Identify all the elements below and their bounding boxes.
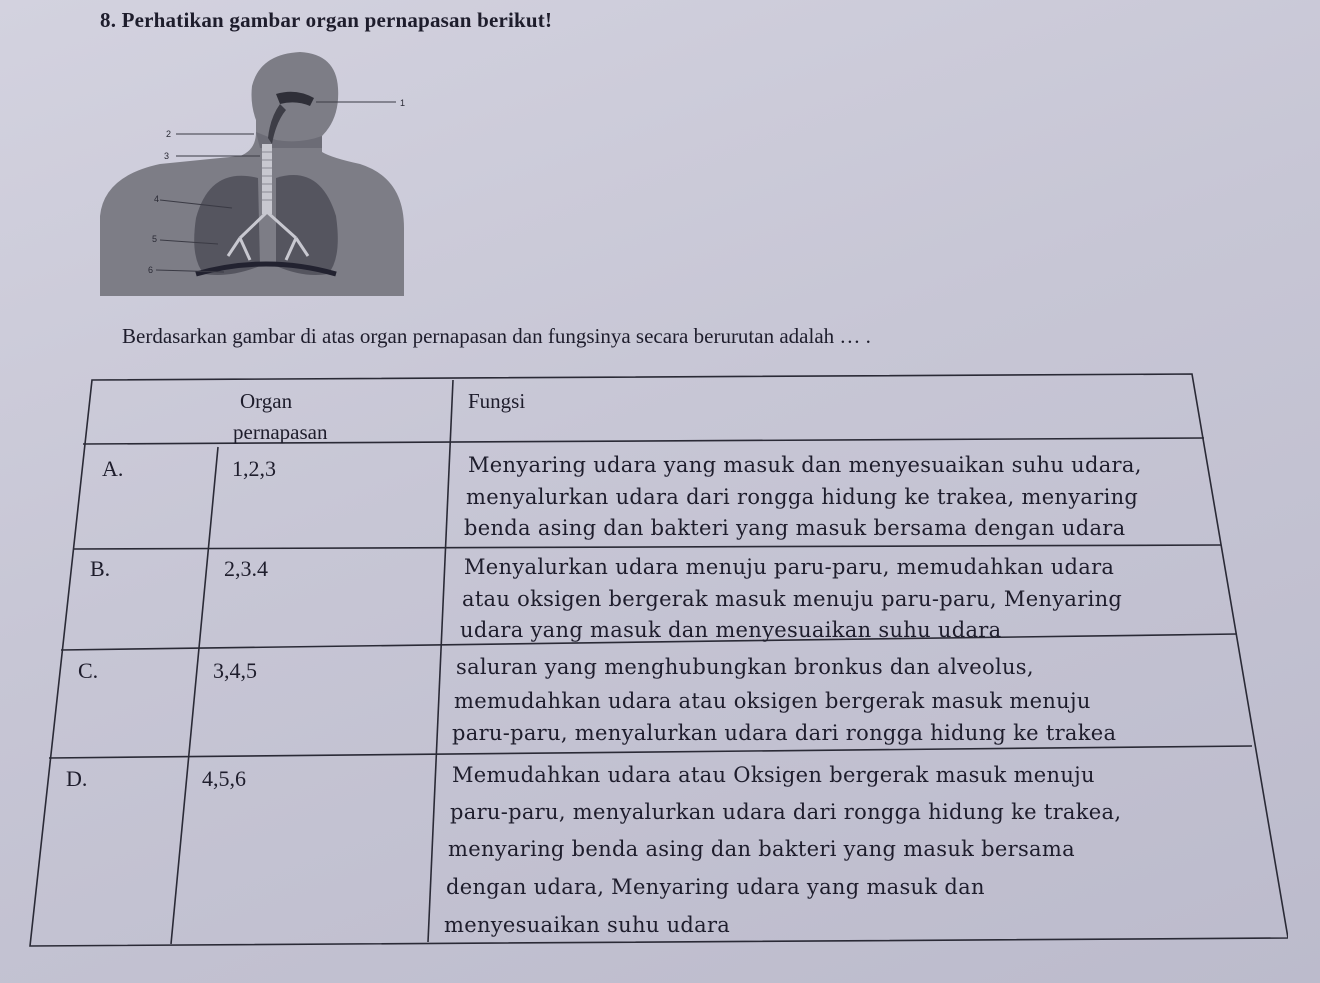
question-title: 8. Perhatikan gambar organ pernapasan berikut! — [100, 8, 553, 32]
respiratory-diagram — [100, 48, 420, 296]
fungsi-d-line2: paru-paru, menyalurkan udara dari rongga hidung ke trakea, — [450, 800, 1122, 824]
label-3: 3 — [164, 151, 170, 161]
fungsi-d-line4: dengan udara, Menyaring udara yang masuk dan — [446, 875, 985, 899]
organ-d: 4,5,6 — [202, 766, 246, 791]
fungsi-d-line1: Memudahkan udara atau Oksigen bergerak masuk menuju — [452, 763, 1095, 787]
fungsi-a-line1: Menyaring udara yang masuk dan menyesuaikan suhu udara, — [468, 453, 1142, 477]
fungsi-a-line3: benda asing dan bakteri yang masuk bersama dengan udara — [464, 516, 1126, 540]
fungsi-c-line3: paru-paru, menyalurkan udara dari rongga hidung ke trakea — [452, 721, 1117, 745]
header-organ-line2: pernapasan — [233, 420, 328, 444]
answer-table — [28, 372, 1288, 947]
label-2: 2 — [166, 129, 172, 139]
fungsi-d-line3: menyaring benda asing dan bakteri yang masuk bersama — [448, 837, 1075, 861]
label-1: 1 — [400, 98, 406, 108]
organ-a: 1,2,3 — [232, 456, 276, 481]
fungsi-a-line2: menyalurkan udara dari rongga hidung ke trakea, menyaring — [466, 485, 1139, 509]
trachea — [262, 144, 272, 214]
fungsi-b-line2: atau oksigen bergerak masuk menuju paru-paru, Menyaring — [462, 587, 1123, 611]
fungsi-c-line2: memudahkan udara atau oksigen bergerak masuk menuju — [454, 689, 1091, 713]
option-a: A. — [102, 456, 124, 481]
fungsi-d-line5: menyesuaikan suhu udara — [444, 913, 731, 937]
fungsi-b-line3: udara yang masuk dan menyesuaikan suhu udara — [460, 618, 1002, 642]
respiratory-system-illustration — [100, 48, 420, 296]
label-4: 4 — [154, 194, 160, 204]
label-6: 6 — [148, 265, 154, 275]
question-prompt: Berdasarkan gambar di atas organ pernapasan dan fungsinya secara berurutan adalah … . — [122, 324, 871, 348]
fungsi-c-line1: saluran yang menghubungkan bronkus dan alveolus, — [456, 655, 1034, 679]
label-5: 5 — [152, 234, 158, 244]
header-organ: Organ — [240, 389, 293, 413]
organ-b: 2,3.4 — [224, 556, 268, 581]
option-b: B. — [90, 556, 111, 581]
option-c: C. — [78, 658, 99, 683]
option-d: D. — [66, 766, 88, 791]
organ-c: 3,4,5 — [213, 658, 257, 683]
header-fungsi: Fungsi — [468, 389, 526, 413]
fungsi-b-line1: Menyalurkan udara menuju paru-paru, memudahkan udara — [464, 555, 1115, 579]
